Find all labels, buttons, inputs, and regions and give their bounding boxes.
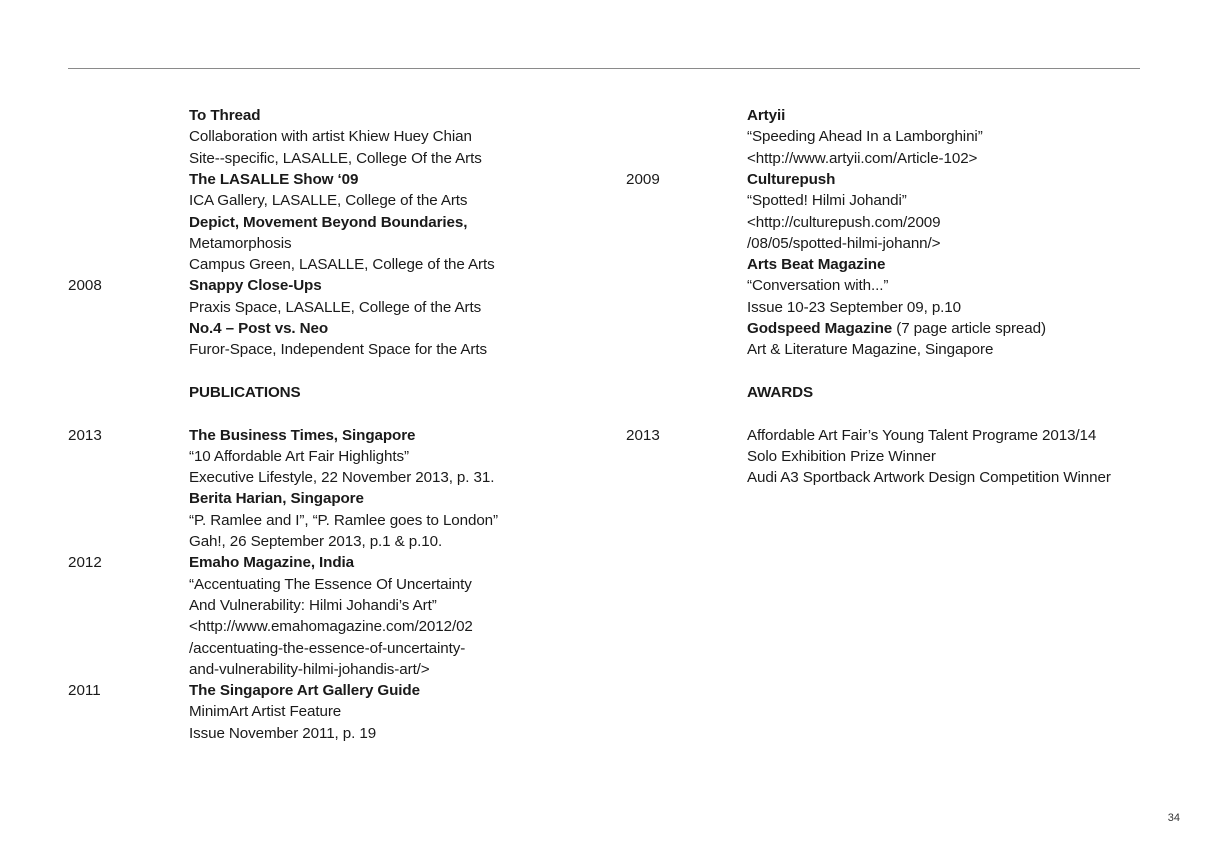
entry-detail: Issue 10-23 September 09, p.10 <box>747 298 961 316</box>
entry-year: 2011 <box>68 682 101 700</box>
entry-detail: /accentuating-the-essence-of-uncertainty- <box>189 639 466 657</box>
entry-year: 2009 <box>626 170 660 188</box>
entry-detail: Gah!, 26 September 2013, p.1 & p.10. <box>189 533 443 550</box>
entry-title: Berita Harian, Singapore <box>189 490 364 508</box>
entry-title: Godspeed Magazine (7 page article spread) <box>747 320 1046 337</box>
entry-title: The Singapore Art Gallery Guide <box>189 682 420 700</box>
entry-detail: And Vulnerability: Hilmi Johandi’s Art” <box>189 596 437 614</box>
entry-detail: Praxis Space, LASALLE, College of the Arts <box>189 298 482 316</box>
entry-title: The LASALLE Show ‘09 <box>189 170 359 188</box>
entry-title: Culturepush <box>747 170 836 188</box>
entry-detail: <http://www.artyii.com/Article-102> <box>747 149 978 167</box>
entry-detail: <http://culturepush.com/2009 <box>747 213 941 231</box>
entry-detail: /08/05/spotted-hilmi-johann/> <box>747 234 941 252</box>
section-heading-awards: AWARDS <box>747 383 814 401</box>
entry-title: To Thread <box>189 107 261 124</box>
entry-detail: Furor-Space, Independent Space for the Arts <box>189 341 487 359</box>
entry-title: No.4 – Post vs. Neo <box>189 320 329 337</box>
entry-detail: “Speeding Ahead In a Lamborghini” <box>747 128 983 146</box>
entry-title: Snappy Close-Ups <box>189 277 322 295</box>
entry-detail: Metamorphosis <box>189 234 292 252</box>
entry-detail: “Conversation with...” <box>747 277 889 295</box>
entry-title: Emaho Magazine, India <box>189 554 354 572</box>
entry-title: Artyii <box>747 107 786 124</box>
entry-detail: <http://www.emahomagazine.com/2012/02 <box>189 618 473 636</box>
top-rule <box>68 68 1140 69</box>
entry-detail: Site--specific, LASALLE, College Of the Arts <box>189 149 482 167</box>
entry-year: 2013 <box>626 426 660 444</box>
entry-detail: Solo Exhibition Prize Winner <box>747 447 936 465</box>
entry-detail: Audi A3 Sportback Artwork Design Competition Winner <box>747 469 1111 487</box>
entry-title-note: (7 page article spread) <box>892 320 1046 337</box>
entry-detail: MinimArt Artist Feature <box>189 703 342 721</box>
entry-detail: Campus Green, LASALLE, College of the Arts <box>189 256 495 274</box>
page-number: 34 <box>1167 812 1180 824</box>
entry-detail: ICA Gallery, LASALLE, College of the Arts <box>189 192 468 210</box>
section-heading-publications: PUBLICATIONS <box>189 383 301 401</box>
entry-detail: Executive Lifestyle, 22 November 2013, p. 31. <box>189 469 495 487</box>
entry-detail: Art & Literature Magazine, Singapore <box>747 341 994 359</box>
entry-year: 2008 <box>68 277 102 295</box>
entry-detail: “Spotted! Hilmi Johandi” <box>747 192 907 210</box>
entry-detail: “P. Ramlee and I”, “P. Ramlee goes to London” <box>189 511 498 529</box>
entry-title: Depict, Movement Beyond Boundaries, <box>189 213 468 231</box>
entry-title: Arts Beat Magazine <box>747 256 886 274</box>
entry-year: 2013 <box>68 426 102 444</box>
entry-detail: Affordable Art Fair’s Young Talent Programe 2013/14 <box>747 426 1097 444</box>
entry-detail: and-vulnerability-hilmi-johandis-art/> <box>189 660 430 678</box>
entry-detail: Issue November 2011, p. 19 <box>189 724 377 742</box>
entry-detail: “Accentuating The Essence Of Uncertainty <box>189 575 472 593</box>
entry-title: The Business Times, Singapore <box>189 426 416 444</box>
entry-detail: “10 Affordable Art Fair Highlights” <box>189 447 409 465</box>
entry-year: 2012 <box>68 554 102 572</box>
entry-detail: Collaboration with artist Khiew Huey Chian <box>189 128 472 146</box>
